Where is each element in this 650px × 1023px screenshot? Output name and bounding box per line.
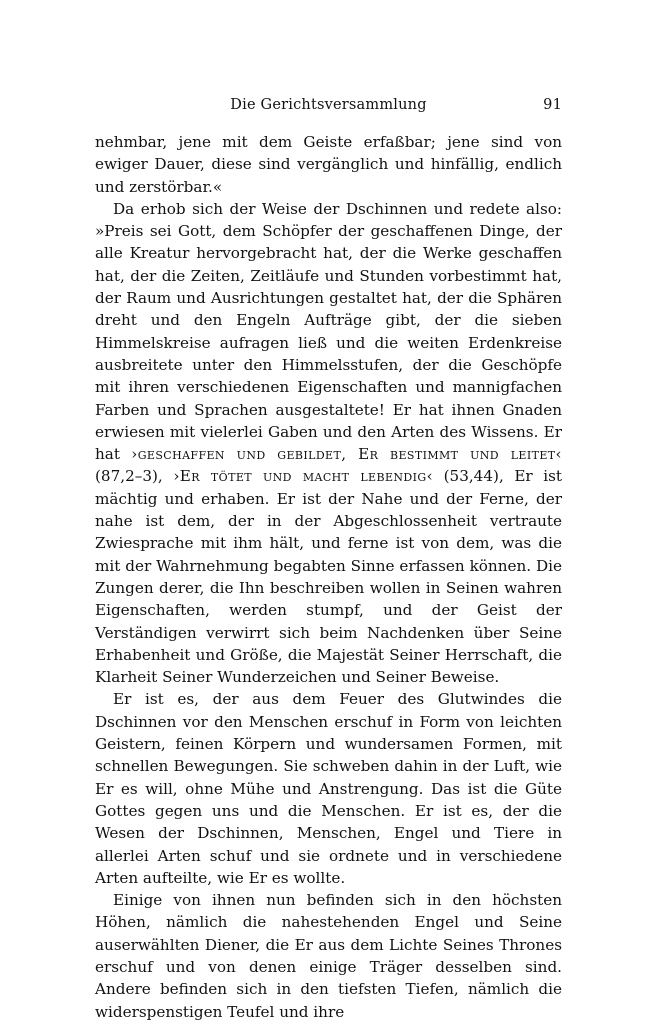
quran-quote-87-2-3: ›geschaffen und gebildet, Er bestimmt und leitet‹ [131,445,562,464]
book-page [95,95,562,1023]
body-text [95,131,562,1023]
quran-quote-53-44: ›Er tötet und macht lebendig‹ [173,467,434,486]
running-head [95,95,562,119]
paragraph-2-text-a: Da erhob sich der Weise der Dschinnen und redete also: »Preis sei Gott, dem Schöpfer der geschaffenen Dinge, der alle Kreatur hervorgebracht hat, der die Werke geschaffen hat, der die Zeiten, Zeitläufe und Stunden vorbestimmt hat, der Raum und Ausrichtungen gestaltet hat, der die Sphären dreht und den Engeln Aufträge gibt, der die sieben Himmelskreise aufragen ließ und die weiten Erdenkreise ausbreitete unter den Himmelsstufen, der die Geschöpfe mit ihren verschiedenen Eigenschaften und mannigfachen Farben und Sprachen ausgestaltete! Er hat ihnen Gnaden erwiesen mit vielerlei Gaben und den Arten des Wissens. Er hat [95,199,562,464]
paragraph-2-text-b: (87,2–3), [95,467,174,486]
page-number: 91 [543,97,562,113]
paragraph-1: nehmbar, jene mit dem Geiste erfaßbar; jene sind von ewiger Dauer, diese sind vergänglich und hinfällig, endlich und zerstörbar.« [95,133,562,196]
paragraph-2 [95,198,562,689]
paragraph-2-text-c: (53,44), Er ist mächtig und erhaben. Er ist der Nahe und der Ferne, der nahe ist dem, der in der Abgeschlossenheit vertraute Zwiesprache mit ihm hält, und ferne ist von dem, was die mit der Wahrnehmung begabten Sinne erfassen können. Die Zungen derer, die Ihn beschreiben wollen in Seinen wahren Eigenschaften, werden stumpf, und der Geist der Verständigen verwirrt sich beim Nachdenken über Seine Erhabenheit und Größe, die Majestät Seiner Herrschaft, die Klarheit Seiner Wunderzeichen und Seiner Beweise. [95,467,562,687]
running-title: Die Gerichtsversammlung [230,97,427,113]
paragraph-4: Einige von ihnen nun befinden sich in den höchsten Höhen, nämlich die nahestehenden Engel und Seine auserwählten Diener, die Er aus dem Lichte Seines Thrones erschuf und von denen einige Träger desselben sind. Andere befinden sich in den tiefsten Tiefen, nämlich die widerspenstigen Teufel und ihre [95,891,562,1021]
paragraph-3: Er ist es, der aus dem Feuer des Glutwindes die Dschinnen vor den Menschen erschuf in Form von leichten Geistern, feinen Körpern und wundersamen Formen, mit schnellen Bewegungen. Sie schweben dahin in der Luft, wie Er es will, ohne Mühe und Anstrengung. Das ist die Güte Gottes gegen uns und die Menschen. Er ist es, der die Wesen der Dschinnen, Menschen, Engel und Tiere in allerlei Arten schuf und sie ordnete und in verschiedene Arten aufteilte, wie Er es wollte. [95,690,562,887]
